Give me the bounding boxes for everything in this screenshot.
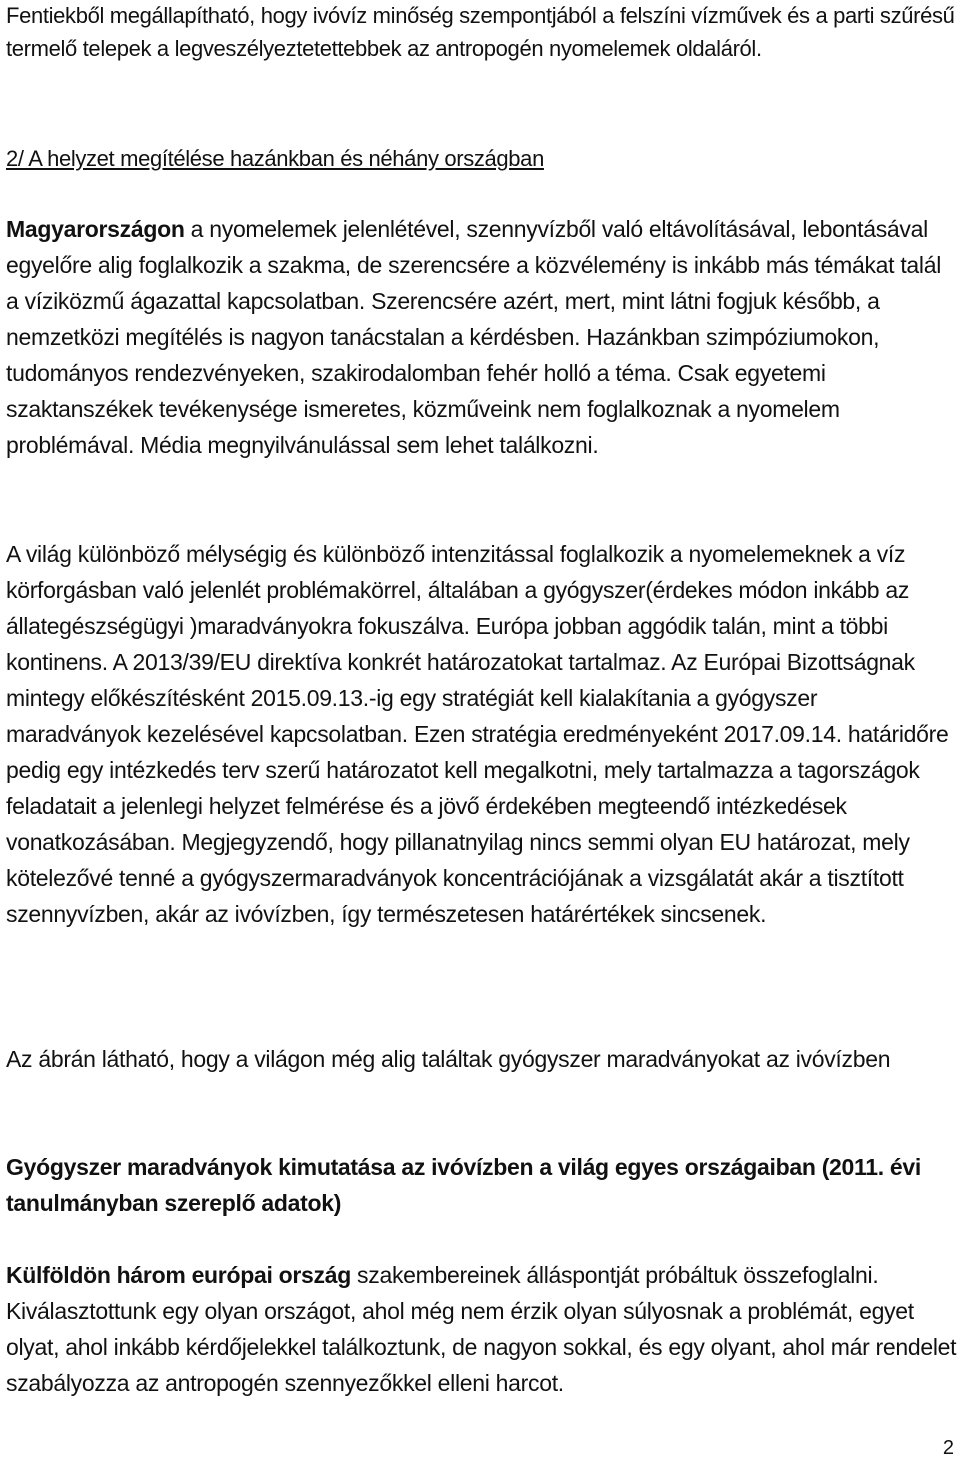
page-number: 2 (942, 1437, 954, 1459)
abroad-paragraph-text: szakembereinek álláspontját próbáltuk összefoglalni. Kiválasztottunk egy olyan országot, ahol még nem érzik olyan súlyosnak a problémát, egyet olyat, ahol inkább kérdőjelekkel találkoztunk, de nagyon sokkal, és egy olyant, ahol már rendelet szabályozza az antropogén szennyezőkkel elleni harcot. (6, 1262, 957, 1396)
hungary-paragraph (6, 211, 958, 463)
figure-title: Gyógyszer maradványok kimutatása az ivóvízben a világ egyes országaiban (2011. évi tanulmányban szereplő adatok) (6, 1154, 922, 1216)
hungary-paragraph-bold-lead: Magyarországon (6, 216, 185, 242)
intro-paragraph: Fentiekből megállapítható, hogy ivóvíz minőség szempontjából a felszíni vízművek és a parti szűrésű termelő telepek a legveszélyeztetettebbek az antropogén nyomelemek oldaláról. (6, 3, 955, 61)
section-heading: 2/ A helyzet megítélése hazánkban és néhány országban (6, 146, 544, 171)
abroad-paragraph-bold-lead: Külföldön három európai ország (6, 1262, 351, 1288)
figure-note: Az ábrán látható, hogy a világon még alig találtak gyógyszer maradványokat az ivóvízben (6, 1046, 891, 1072)
abroad-paragraph (6, 1257, 958, 1401)
world-paragraph: A világ különböző mélységig és különböző intenzitással foglalkozik a nyomelemeknek a víz körforgásban való jelenlét problémakörrel, általában a gyógyszer(érdekes módon inkább az állategészségügyi )maradványokra fokuszálva. Európa jobban aggódik talán, mint a többi kontinens. A 2013/39/EU direktíva konkrét határozatokat tartalmaz. Az Európai Bizottságnak mintegy előkészítésként 2015.09.13.-ig egy stratégiát kell kialakítania a gyógyszer maradványok kezelésével kapcsolatban. Ezen stratégia eredményeként 2017.09.14. határidőre pedig egy intézkedés terv szerű határozatot kell megalkotni, mely tartalmazza a tagországok feladatait a jelenlegi helyzet felmérése és a jövő érdekében megteendő intézkedések vonatkozásában. Megjegyzendő, hogy pillanatnyilag nincs semmi olyan EU határozat, mely kötelezővé tenné a gyógyszermaradványok koncentrációjának a vizsgálatát akár a tisztított szennyvízben, akár az ivóvízben, így természetesen határértékek sincsenek. (6, 541, 949, 927)
hungary-paragraph-text: a nyomelemek jelenlétével, szennyvízből való eltávolításával, lebontásával egyelőre alig foglalkozik a szakma, de szerencsére a közvélemény is inkább más témákat talál a víziközmű ágazattal kapcsolatban. Szerencsére azért, mert, mint látni fogjuk később, a nemzetközi megítélés is nagyon tanácstalan a kérdésben. Hazánkban szimpóziumokon, tudományos rendezvényeken, szakirodalomban fehér holló a téma. Csak egyetemi szaktanszékek tevékenysége ismeretes, közműveink nem foglalkoznak a nyomelem problémával. Média megnyilvánulással sem lehet találkozni. (6, 216, 942, 458)
